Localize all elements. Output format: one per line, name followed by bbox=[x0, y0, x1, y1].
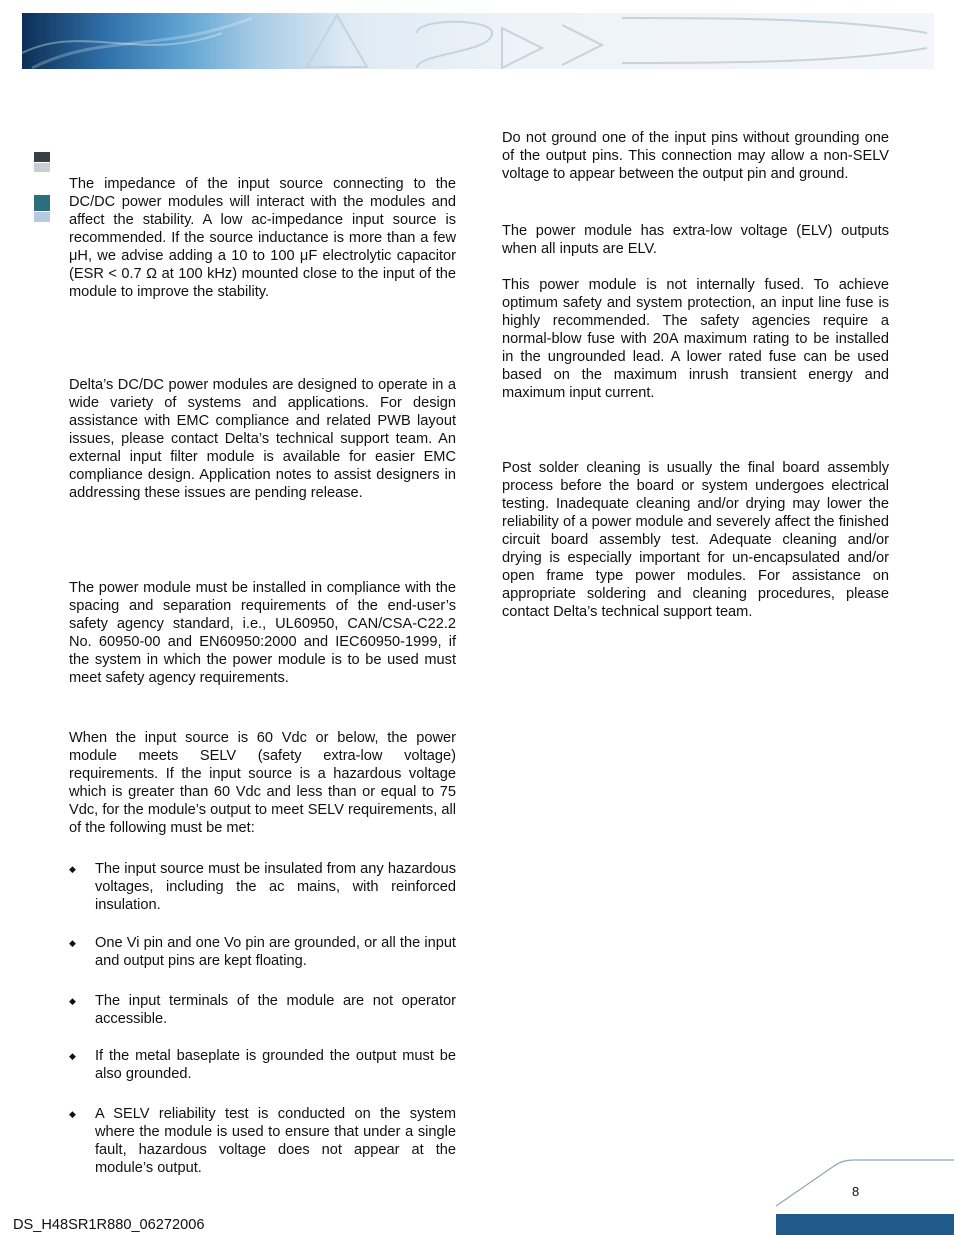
bullet-item bbox=[69, 934, 456, 970]
banner-decoration bbox=[22, 13, 934, 69]
bullet-text: The input terminals of the module are not operator accessible. bbox=[95, 993, 456, 1027]
paragraph-text: Delta’s DC/DC power modules are designed to operate in a wide variety of systems and applications. For design assistance with EMC compliance and related PWB layout issues, please contact Delta’s technical support team. An external input filter module is available for easier EMC compliance design. Application notes to assist designers in addressing these issues are pending release. bbox=[69, 377, 456, 501]
page-number: 8 bbox=[852, 1184, 860, 1199]
right-paragraph-fuse bbox=[502, 276, 889, 402]
paragraph-text: Post solder cleaning is usually the final board assembly process before the board or system undergoes electrical testing. Inadequate cleaning and/or drying may lower the reliability of a power module and severely affect the finished circuit board assembly test. Adequate cleaning and/or drying is especially important for un-encapsulated and/or open frame type power modules. For assistance on appropriate soldering and cleaning procedures, please contact Delta’s technical support team. bbox=[502, 460, 889, 620]
diamond-bullet-icon: ◆ bbox=[69, 1109, 76, 1119]
bullet-text: If the metal baseplate is grounded the output must be also grounded. bbox=[95, 1048, 456, 1082]
paragraph-text: The impedance of the input source connecting to the DC/DC power modules will interact with the modules and affect the stability. A low ac-impedance input source is recommended. If the source inductance is more than a few μH, we advise adding a 10 to 100 μF electrolytic capacitor (ESR < 0.7 Ω at 100 kHz) mounted close to the input of the module to improve the stability. bbox=[69, 176, 456, 300]
left-paragraph-selv bbox=[69, 729, 456, 837]
paragraph-text: When the input source is 60 Vdc or below, the power module meets SELV (safety extra-low voltage) requirements. If the input source is a hazardous voltage which is greater than 60 Vdc and less than or equal to 75 Vdc, for the module’s output to meet SELV requirements, all of the following must be met: bbox=[69, 730, 456, 836]
marker-square-dark bbox=[34, 152, 50, 162]
paragraph-text: The power module has extra-low voltage (ELV) outputs when all inputs are ELV. bbox=[502, 223, 889, 257]
diamond-bullet-icon: ◆ bbox=[69, 864, 76, 874]
bullet-item bbox=[69, 1047, 456, 1083]
right-paragraph-cleaning bbox=[502, 459, 889, 621]
left-paragraph-emc bbox=[69, 376, 456, 502]
header-banner bbox=[22, 13, 934, 69]
bullet-item bbox=[69, 860, 456, 914]
marker-square-pale bbox=[34, 212, 50, 222]
diamond-bullet-icon: ◆ bbox=[69, 996, 76, 1006]
footer-corner-graphic bbox=[774, 1158, 954, 1235]
paragraph-text: The power module must be installed in compliance with the spacing and separation requirements of the end-user’s safety agency standard, i.e., UL60950, CAN/CSA-C22.2 No. 60950-00 and EN60950:2000 and IEC60950-1999, if the system in which the power module is to be used must meet safety agency requirements. bbox=[69, 580, 456, 686]
left-paragraph-input-impedance bbox=[69, 175, 456, 301]
diamond-bullet-icon: ◆ bbox=[69, 1051, 76, 1061]
right-paragraph-elv bbox=[502, 222, 889, 258]
document-id: DS_H48SR1R880_06272006 bbox=[13, 1217, 205, 1233]
marker-square-light bbox=[34, 163, 50, 172]
paragraph-text: This power module is not internally fused. To achieve optimum safety and system protection, an input line fuse is highly recommended. The safety agencies require a normal-blow fuse with 20A maximum rating to be installed in the ungrounded lead. A lower rated fuse can be used based on the maximum inrush transient energy and maximum input current. bbox=[502, 277, 889, 401]
bullet-text: A SELV reliability test is conducted on the system where the module is used to ensure that under a single fault, hazardous voltage does not appear at the module’s output. bbox=[95, 1106, 456, 1176]
diamond-bullet-icon: ◆ bbox=[69, 938, 76, 948]
left-paragraph-safety-install bbox=[69, 579, 456, 687]
paragraph-text: Do not ground one of the input pins without grounding one of the output pins. This connection may allow a non-SELV voltage to appear between the output pin and ground. bbox=[502, 130, 889, 182]
right-paragraph-grounding bbox=[502, 129, 889, 183]
bullet-item bbox=[69, 992, 456, 1028]
bullet-text: One Vi pin and one Vo pin are grounded, or all the input and output pins are kept floating. bbox=[95, 935, 456, 969]
bullet-item bbox=[69, 1105, 456, 1177]
bullet-text: The input source must be insulated from any hazardous voltages, including the ac mains, with reinforced insulation. bbox=[95, 861, 456, 913]
marker-square-teal bbox=[34, 195, 50, 211]
